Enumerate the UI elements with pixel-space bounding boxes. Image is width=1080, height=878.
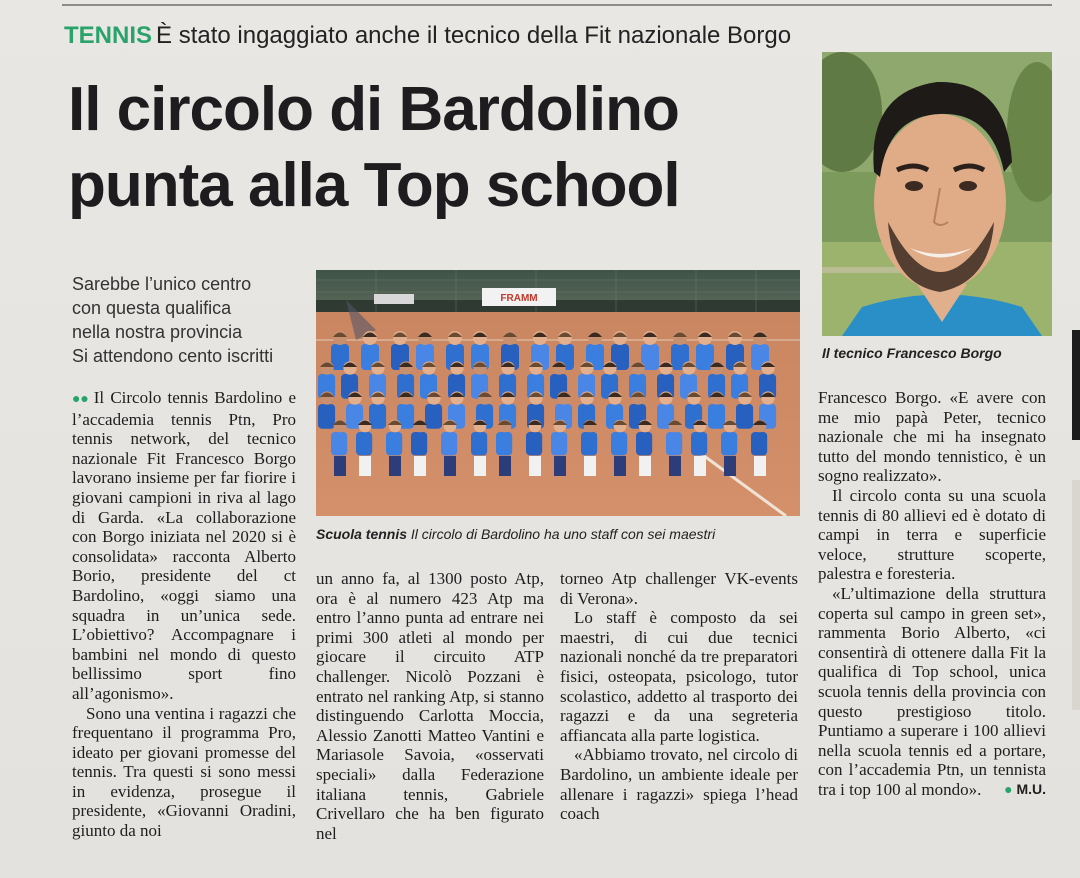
paragraph: Sono una ventina i ragazzi che frequentano il programma Pro, ideato per giovani promesse del tennis. Tra questi si sono messi in evidenza, prosegue il presidente, «Giovanni Oradini, giunto da noi <box>72 703 296 841</box>
paragraph: Francesco Borgo. «E avere con me mio papà Peter, tecnico nazionale che mi ha insegnato tutto del mondo tennistico, è un sogno realizzato». <box>818 388 1046 486</box>
paragraph: ●● Il Circolo tennis Bardolino e l’accademia tennis Ptn, Pro tennis network, del tecnico nazionale Fit Francesco Borgo lavorano insieme per far fiorire i giovani campioni in riva al lago di Garda. «La collaborazione con Borgo iniziata nel 2020 si è consolidata» racconta Alberto Borio, presidente del ct Bardolino, «oggi siamo una squadra in un’unica sede. L’obiettivo? Accompagnare i bambini nel mondo di questo bellissimo sport fino all’agonismo». <box>72 388 296 703</box>
portrait-caption: Il tecnico Francesco Borgo <box>822 345 1002 361</box>
group-photo <box>316 270 800 516</box>
kicker-text: È stato ingaggiato anche il tecnico della Fit nazionale Borgo <box>156 22 792 49</box>
banner-text: FRAMM <box>500 293 538 304</box>
paragraph: «L’ultimazione della struttura coperta sul campo in green set», rammenta Borio Alberto, «ci consentirà di ottenere dalla Fit la qualifica di Top school, unica scuola tennis della provincia con questo prestigioso titolo. Puntiamo a superare i 100 allievi nella scuola tennis ed a portare, con l’accademia Ptn, un tennista tra i top 100 al mondo». ● M.U. <box>818 583 1046 799</box>
headline-line: punta alla Top school <box>68 151 680 220</box>
paragraph: «Abbiamo trovato, nel circolo di Bardolino, un ambiente ideale per allenare i ragazzi» spiega l’head coach <box>560 745 798 824</box>
paragraph: torneo Atp challenger VK-events di Verona». <box>560 569 798 608</box>
subhead <box>72 272 312 368</box>
kicker <box>64 22 791 50</box>
signature-dot-icon: ● <box>1004 780 1013 797</box>
caption-bold: Scuola tennis <box>316 526 408 542</box>
article-column-4 <box>818 388 1046 799</box>
section-tag: TENNIS <box>64 22 153 49</box>
author-signature: ● M.U. <box>1004 780 1046 797</box>
subhead-line: nella nostra provincia <box>72 322 243 342</box>
caption-text: Il circolo di Bardolino ha uno staff con sei maestri <box>410 526 716 542</box>
article-column-1 <box>72 388 296 841</box>
portrait-photo <box>822 52 1052 336</box>
subhead-line: Si attendono cento iscritti <box>72 346 274 366</box>
subhead-line: Sarebbe l’unico centro <box>72 274 252 294</box>
photo-caption <box>316 526 800 542</box>
adjacent-page-edge <box>1072 330 1080 440</box>
headline-line: Il circolo di Bardolino <box>68 75 679 144</box>
article-column-2 <box>316 569 544 843</box>
paragraph: Lo staff è composto da sei maestri, di cui due tecnici nazionali nonché da tre preparatori fisici, osteopata, psicologo, tutor scolastico, addetto al trasporto dei ragazzi e da una segreteria affiancata alla parte logistica. <box>560 608 798 745</box>
subhead-line: con questa qualifica <box>72 298 232 318</box>
bullet-dots-icon: ●● <box>72 392 89 407</box>
headline <box>68 72 808 224</box>
article-column-3 <box>560 569 798 824</box>
page-rule <box>62 4 1052 6</box>
paragraph: Il circolo conta su una scuola tennis di 80 allievi ed è dotato di campi in terra e superficie veloce, strutture scoperte, palestra e foresteria. <box>818 485 1046 584</box>
adjacent-page-edge <box>1072 480 1080 710</box>
paragraph: un anno fa, al 1300 posto Atp, ora è al numero 423 Atp ma entro l’anno punta ad entrare nei primi 300 atleti al mondo per giocare il circuito ATP challenger. Nicolò Pozzani è entrato nel ranking Atp, si stanno distinguendo Carlotta Moccia, Alessio Zanotti Matteo Vantini e Mariasole Savoia, «osservati speciali» dalla Federazione italiana tennis, Gabriele Crivellaro che ha ben figurato nel <box>316 569 544 843</box>
